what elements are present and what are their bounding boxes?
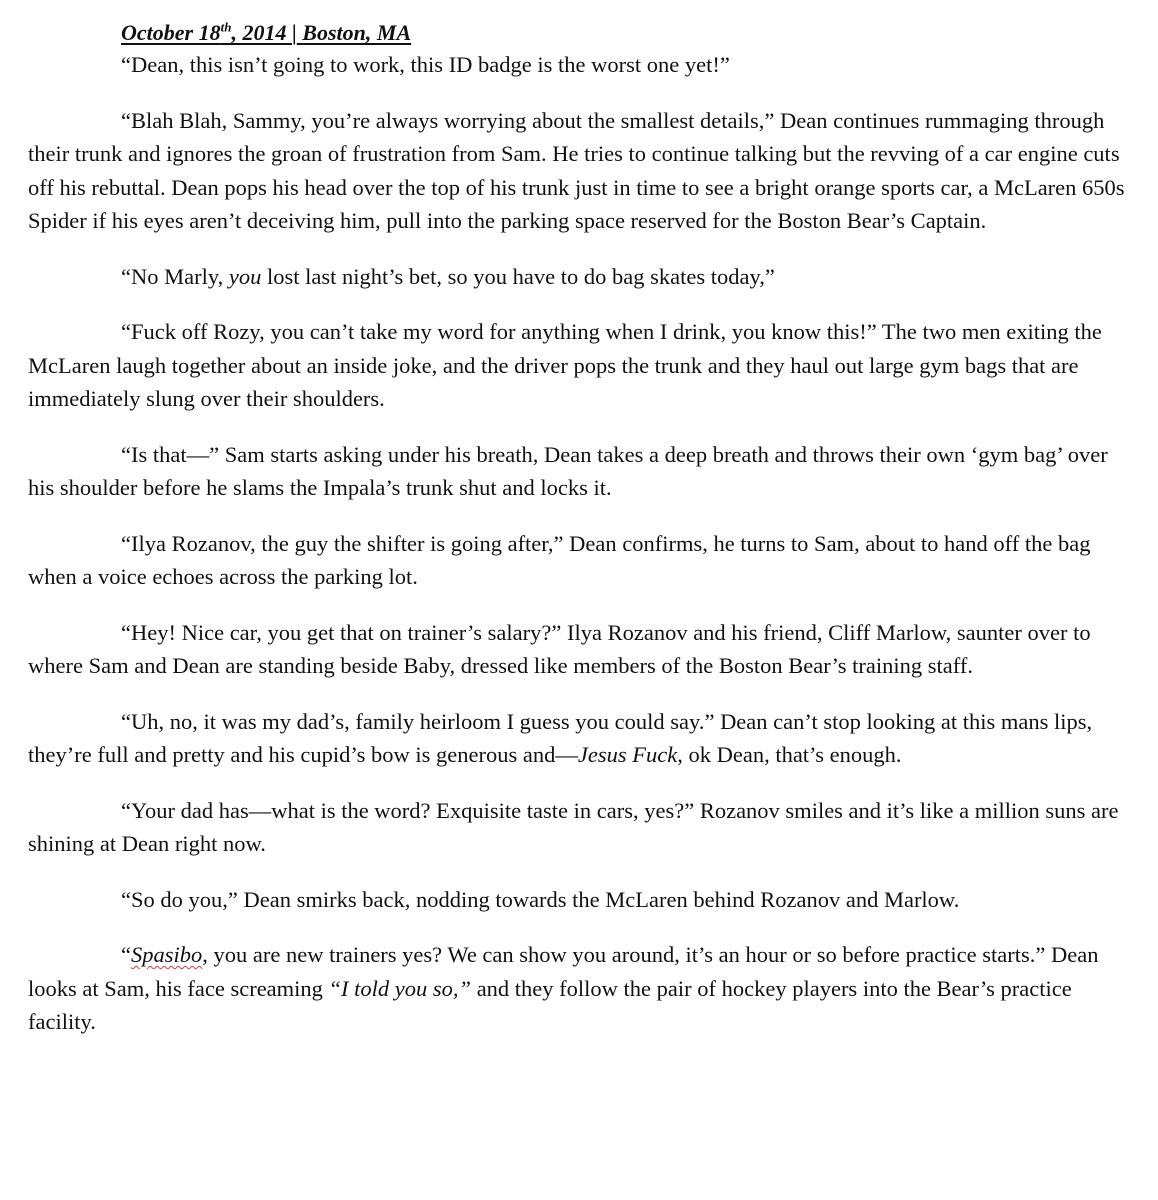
paragraph-text-run: “Uh, no, it was my dad’s, family heirloom I guess you could say.” Dean can’t stop looking at this mans lips, they’re full and pretty and his cupid’s bow is generous and— [28, 708, 1093, 767]
paragraph-text-run: lost last night’s bet, so you have to do bag skates today,” [261, 263, 775, 289]
story-paragraph-7 [28, 616, 1130, 683]
story-paragraph-8 [28, 705, 1130, 772]
story-paragraph-4 [28, 315, 1130, 416]
paragraph-text-run: and they follow the pair of hockey players into the Bear’s practice facility. [28, 975, 1072, 1034]
dateline-heading [121, 18, 1130, 48]
emphasis-text: Jesus Fuck [577, 742, 678, 767]
paragraph-text-run: “ [121, 942, 131, 967]
paragraph-text-run: “Hey! Nice car, you get that on trainer’s salary?” Ilya Rozanov and his friend, Cliff Marlow, saunter over to where Sam and Dean are standing beside Baby, dressed like members of the Boston Bear’s training staff. [28, 619, 1091, 678]
story-paragraph-9 [28, 794, 1130, 861]
story-paragraph-5 [28, 438, 1130, 505]
date-month-day: October 18 [121, 20, 221, 45]
date-ordinal-suffix: th [220, 19, 232, 35]
paragraph-text-run: “Blah Blah, Sammy, you’re always worrying about the smallest details,” Dean continues rummaging through their trunk and ignores the groan of frustration from Sam. He tries to continue talking but the revving of a car engine cuts off his rebuttal. Dean pops his head over the top of his trunk just in time to see a bright orange sports car, a McLaren 650s Spider if his eyes aren’t deceiving him, pull into the parking space reserved for the Boston Bear’s Captain. [28, 107, 1125, 233]
dateline-location: Boston, MA [302, 20, 412, 45]
story-paragraph-10 [28, 883, 1130, 917]
story-paragraph-2 [28, 104, 1130, 238]
paragraph-text-run: “Ilya Rozanov, the guy the shifter is going after,” Dean confirms, he turns to Sam, about to hand off the bag when a voice echoes across the parking lot. [28, 530, 1091, 589]
story-paragraph-11 [28, 938, 1130, 1039]
date-year: , 2014 [231, 20, 287, 45]
paragraph-text-run: “Is that—” Sam starts asking under his breath, Dean takes a deep breath and throws their own ‘gym bag’ over his shoulder before he slams the Impala’s trunk shut and locks it. [28, 441, 1108, 500]
story-paragraph-1 [28, 48, 1130, 82]
paragraph-text-run: , ok Dean, that’s enough. [677, 742, 902, 767]
paragraph-text-run: “Dean, this isn’t going to work, this ID badge is the worst one yet!” [121, 52, 730, 77]
paragraph-text-run: , you are new trainers yes? We can show you around, it’s an hour or so before practice starts.” Dean looks at Sam, his face screaming [28, 942, 1099, 1001]
paragraph-text-run: “Fuck off Rozy, you can’t take my word for anything when I drink, you know this!” The two men exiting the McLaren laugh together about an inside joke, and the driver pops the trunk and they haul out large gym bags that are immediately slung over their shoulders. [28, 319, 1102, 411]
spellcheck-flagged-word: Spasibo [131, 942, 203, 967]
paragraph-text-run: “So do you,” Dean smirks back, nodding towards the McLaren behind Rozanov and Marlow. [121, 886, 960, 912]
story-body [28, 48, 1130, 1039]
dateline-separator: | [291, 20, 297, 45]
story-paragraph-6 [28, 527, 1130, 594]
emphasis-text: you [228, 263, 262, 289]
paragraph-text-run: “Your dad has—what is the word? Exquisite taste in cars, yes?” Rozanov smiles and it’s like a million suns are shining at Dean right now. [28, 797, 1119, 856]
story-paragraph-3 [28, 260, 1130, 294]
paragraph-text-run: “No Marly, [121, 263, 229, 289]
emphasis-text: “I told you so,” [328, 975, 472, 1001]
